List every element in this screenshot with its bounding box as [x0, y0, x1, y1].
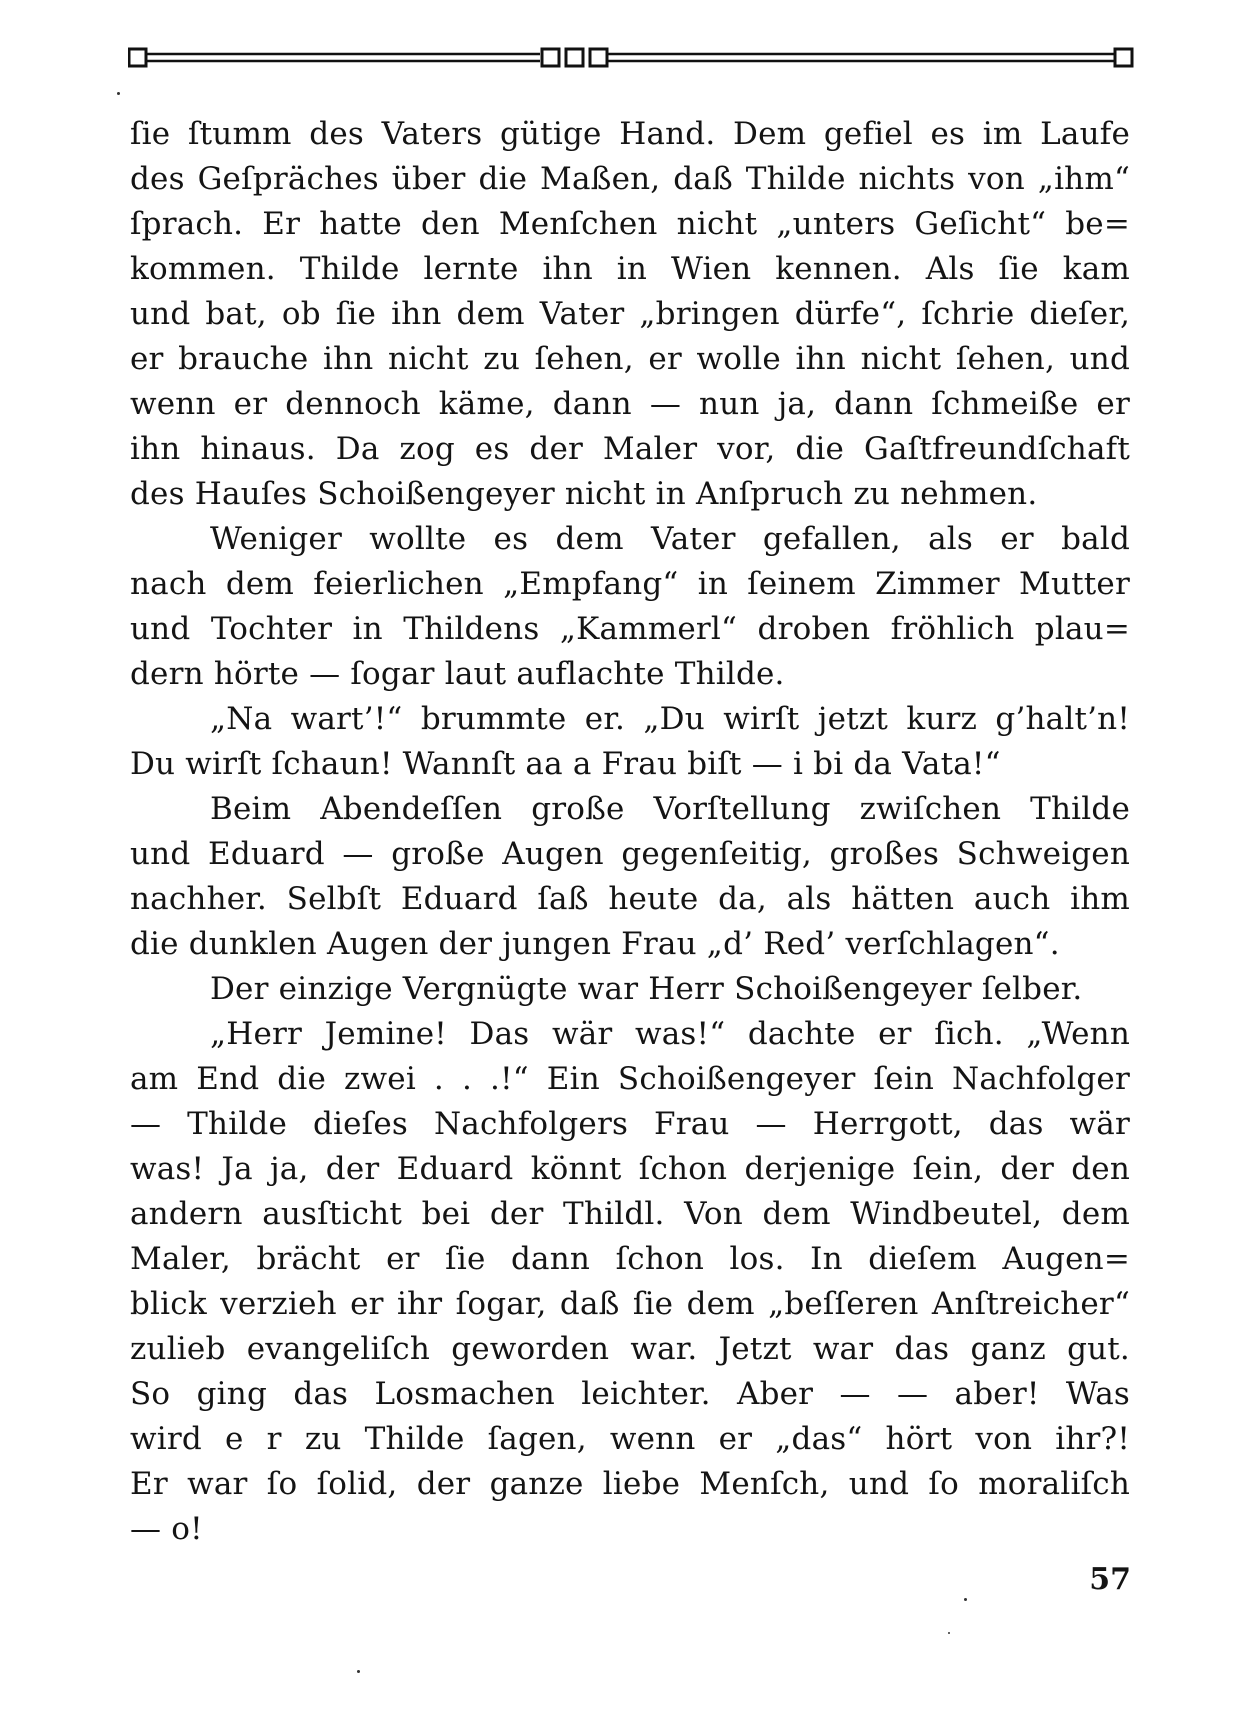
text-line: wird e r zu Thilde ſagen, wenn er „das“ hört von ihr?! — [130, 1421, 1130, 1457]
text-line: Maler, brächt er ſie dann ſchon los. In dieſem Augen= — [130, 1241, 1130, 1277]
page-number: 57 — [1089, 1562, 1131, 1597]
text-line: ſie ſtumm des Vaters gütige Hand. Dem gefiel es im Laufe — [130, 116, 1130, 152]
print-speck — [948, 1632, 950, 1634]
text-line: ſprach. Er hatte den Menſchen nicht „unters Geſicht“ be= — [130, 206, 1130, 242]
print-speck — [964, 1598, 967, 1601]
header-ornament-icon — [128, 44, 1134, 74]
print-speck — [357, 1670, 360, 1673]
text-line: „Na wart’!“ brummte er. „Du wirſt jetzt kurz g’halt’n! — [210, 701, 1130, 737]
text-line: was! Ja ja, der Eduard könnt ſchon derjenige ſein, der den — [130, 1151, 1130, 1187]
text-line: blick verzieh er ihr ſogar, daß ſie dem „beſſeren Anſtreicher“ — [130, 1286, 1130, 1322]
text-line: — Thilde dieſes Nachfolgers Frau — Herrgott, das wär — [130, 1106, 1130, 1142]
text-line: andern ausſticht bei der Thildl. Von dem Windbeutel, dem — [130, 1196, 1130, 1232]
text-line: und Eduard — große Augen gegenſeitig, großes Schweigen — [130, 836, 1130, 872]
text-line: des Hauſes Schoißengeyer nicht in Anſpruch zu nehmen. — [130, 476, 1038, 512]
text-line: nach dem feierlichen „Empfang“ in ſeinem Zimmer Mutter — [130, 566, 1130, 602]
print-speck — [117, 92, 120, 95]
text-line: er brauche ihn nicht zu ſehen, er wolle ihn nicht ſehen, und — [130, 341, 1130, 377]
body-text — [130, 112, 1130, 1552]
text-line: So ging das Losmachen leichter. Aber — — aber! Was — [130, 1376, 1130, 1412]
text-line: Beim Abendeſſen große Vorſtellung zwiſchen Thilde — [210, 791, 1130, 827]
text-line: Du wirſt ſchaun! Wannſt aa a Frau biſt — i bi da Vata!“ — [130, 746, 1001, 782]
text-line: wenn er dennoch käme, dann — nun ja, dann ſchmeiße er — [130, 386, 1130, 422]
text-line: Der einzige Vergnügte war Herr Schoißengeyer ſelber. — [210, 971, 1083, 1007]
text-line: am End die zwei . . .!“ Ein Schoißengeyer ſein Nachfolger — [130, 1061, 1130, 1097]
text-line: des Geſpräches über die Maßen, daß Thilde nichts von „ihm“ — [130, 161, 1130, 197]
text-line: Er war ſo ſolid, der ganze liebe Menſch, und ſo moraliſch — [130, 1466, 1130, 1502]
text-line: dern hörte — ſogar laut auflachte Thilde. — [130, 656, 785, 692]
text-line: und bat, ob ſie ihn dem Vater „bringen dürfe“, ſchrie dieſer, — [130, 296, 1130, 332]
text-line: und Tochter in Thildens „Kammerl“ droben fröhlich plau= — [130, 611, 1130, 647]
text-line: „Herr Jemine! Das wär was!“ dachte er ſich. „Wenn — [210, 1016, 1130, 1052]
text-line: zulieb evangeliſch geworden war. Jetzt war das ganz gut. — [130, 1331, 1130, 1367]
text-line: — o! — [130, 1511, 203, 1547]
text-line: Weniger wollte es dem Vater gefallen, als er bald — [210, 521, 1130, 557]
text-line: ihn hinaus. Da zog es der Maler vor, die Gaſtfreundſchaft — [130, 431, 1130, 467]
text-line: nachher. Selbſt Eduard ſaß heute da, als hätten auch ihm — [130, 881, 1130, 917]
text-line: kommen. Thilde lernte ihn in Wien kennen. Als ſie kam — [130, 251, 1130, 287]
text-line: die dunklen Augen der jungen Frau „d’ Red’ verſchlagen“. — [130, 926, 1060, 962]
